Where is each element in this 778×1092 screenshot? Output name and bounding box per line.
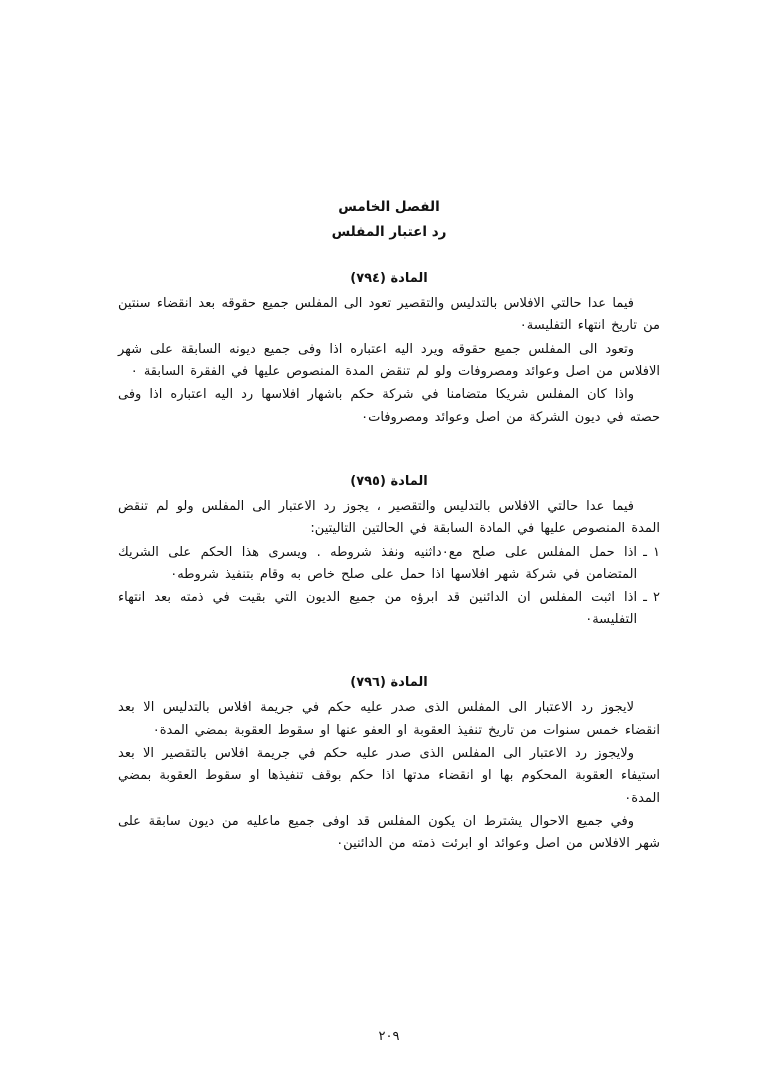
section-heading-line-1: الفصل الخامس bbox=[338, 199, 440, 215]
article-paragraph: وفي جميع الاحوال يشترط ان يكون المفلس قد اوفى جميع ماعليه من ديون سابقة على شهر الافلاس من اصل وعوائد او ابرئت ذمته من الدائنين٠ bbox=[118, 814, 660, 852]
list-item bbox=[118, 542, 660, 587]
list-item bbox=[118, 587, 660, 632]
article-number: المادة (٧٩٤) bbox=[350, 270, 428, 286]
article-794 bbox=[118, 271, 660, 429]
spacer bbox=[118, 430, 660, 458]
article-795 bbox=[118, 474, 660, 631]
list-item-marker: ٢ ـ bbox=[643, 589, 660, 605]
article-paragraph: فيما عدا حالتي الافلاس بالتدليس والتقصير ، يجوز رد الاعتبار الى المفلس ولو لم تنقض المدة المنصوص عليها في المادة السابقة في الحالتين التاليتين: bbox=[118, 499, 660, 537]
article-paragraph: وتعود الى المفلس جميع حقوقه ويرد اليه اعتباره اذا وفى جميع ديونه السابقة على شهر الافلاس من اصل وعوائد ومصروفات ولو لم تنقض المدة المنصوص عليها في الفقرة السابقة ٠ bbox=[118, 341, 660, 380]
list-item-text: اذا اثبت المفلس ان الدائنين قد ابرؤه من جميع الديون التي بقيت في ذمته بعد انتهاء التفليسة٠ bbox=[118, 589, 638, 627]
list-item-marker: ١ ـ bbox=[643, 544, 660, 560]
spacer bbox=[118, 631, 660, 659]
article-paragraph: فيما عدا حالتي الافلاس بالتدليس والتقصير تعود الى المفلس جميع حقوقه بعد انقضاء سنتين من تاريخ انتهاء التفليسة٠ bbox=[118, 295, 660, 334]
article-paragraph: واذا كان المفلس شريكا متضامنا في شركة حكم باشهار افلاسها رد اليه اعتباره اذا وفى حصته في ديون الشركة من اصل وعوائد ومصروفات٠ bbox=[118, 387, 660, 425]
article-paragraph: لايجوز رد الاعتبار الى المفلس الذى صدر عليه حكم في جريمة افلاس بالتدليس الا بعد انقضاء خمس سنوات من تاريخ تنفيذ العقوبة او العفو عنها او سقوط العقوبة بمضي المدة٠ bbox=[118, 700, 660, 738]
section-heading-line-2: رد اعتبار المفلس bbox=[331, 223, 447, 240]
section-heading bbox=[118, 195, 660, 245]
article-number: المادة (٧٩٥) bbox=[350, 474, 428, 490]
list-item-text: اذا حمل المفلس على صلح مع٠داثنيه ونفذ شروطه . ويسرى هذا الحكم على الشريك المتضامن في شركة شهر افلاسها اذا حمل على صلح خاص به وقام بتنفيذ شروطه٠ bbox=[118, 544, 638, 583]
article-paragraph: ولايجوز رد الاعتبار الى المفلس الذى صدر عليه حكم في جريمة افلاس بالتقصير الا بعد استيفاء العقوبة المحكوم بها او انقضاء مدتها اذا حكم بوقف تنفيذها او سقوط العقوبة بمضي المدة٠ bbox=[118, 745, 660, 806]
article-796 bbox=[118, 675, 660, 856]
article-number: المادة (٧٩٦) bbox=[350, 675, 428, 691]
page-number: ٢٠٩ bbox=[378, 1029, 400, 1044]
